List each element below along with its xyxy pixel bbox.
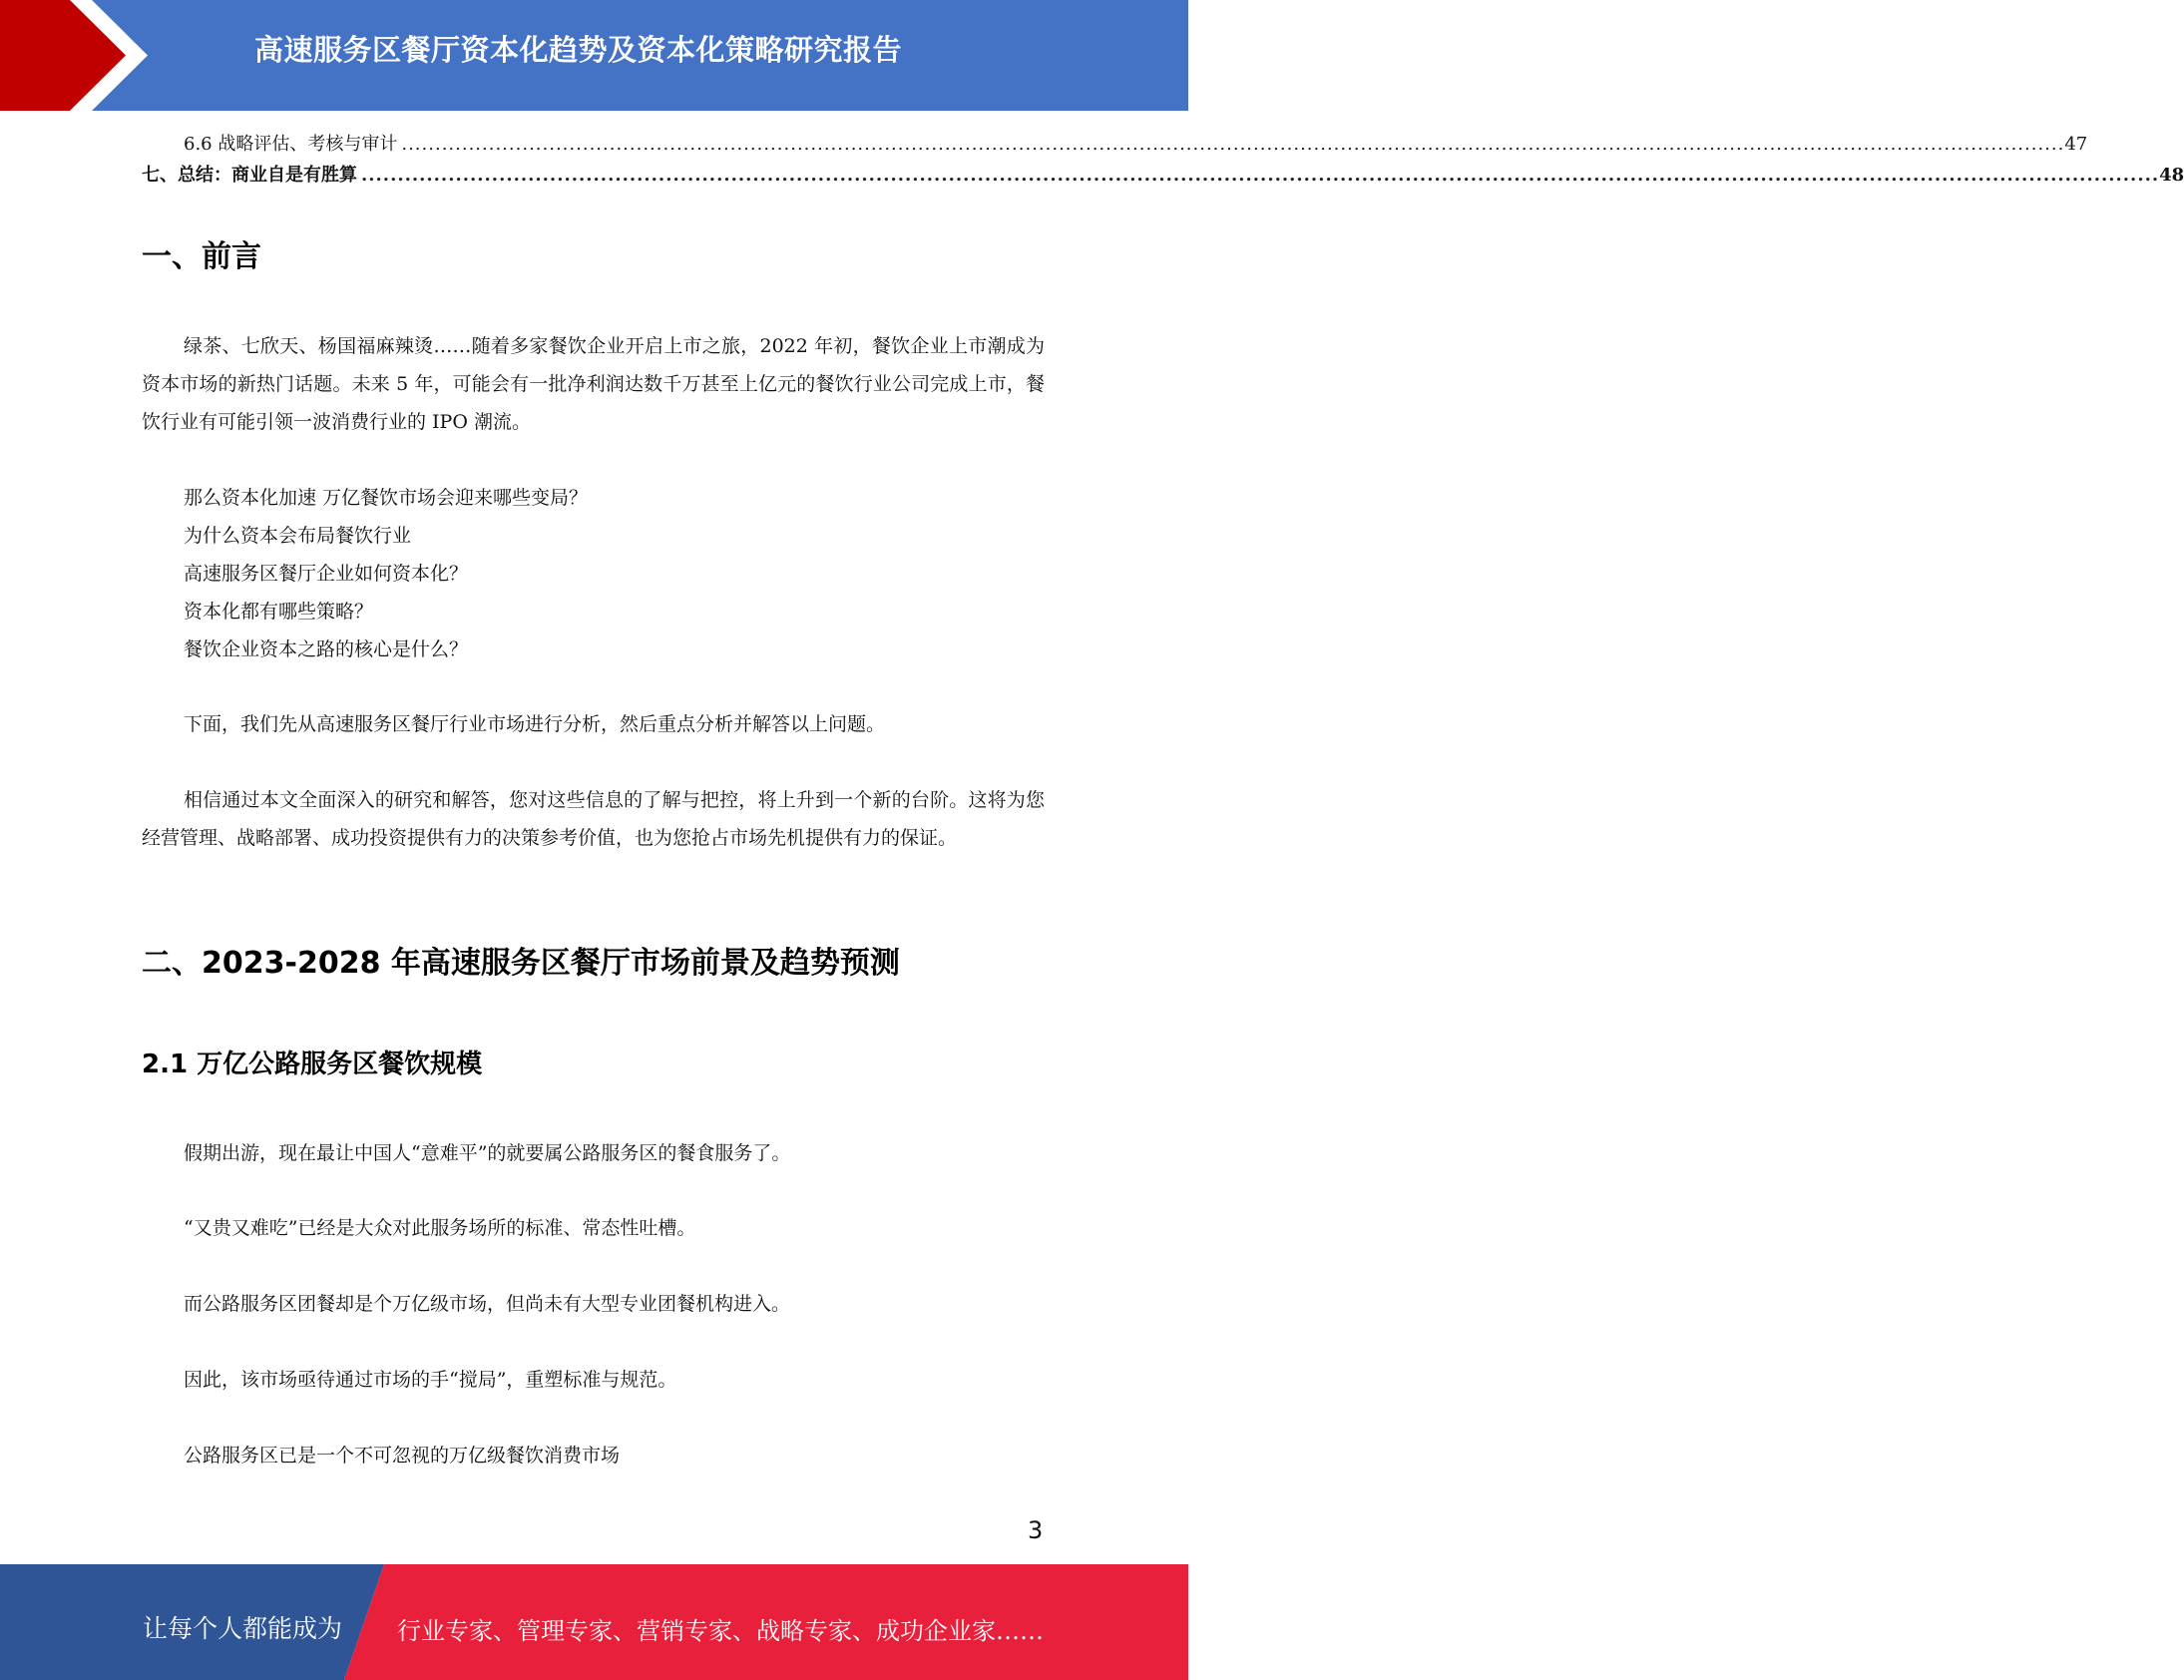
preface-paragraph: 绿茶、七欣天、杨国福麻辣烫……随着多家餐饮企业开启上市之旅，2022 年初，餐饮企业上市潮成为资本市场的新热门话题。未来 5 年，可能会有一批净利润达数千万甚至上亿元的餐饮行业公司完成上市，餐饮行业有可能引领一波消费行业的 IPO 潮流。 (142, 335, 1045, 433)
intro-paragraph: 下面，我们先从高速服务区餐厅行业市场进行分析，然后重点分析并解答以上问题。 (184, 713, 886, 735)
body-line: “又贵又难吃”已经是大众对此服务场所的标准、常态性吐槽。 (184, 1217, 696, 1239)
body-line: 而公路服务区团餐却是个万亿级市场，但尚未有大型专业团餐机构进入。 (184, 1293, 791, 1315)
section-heading-forecast: 二、2023-2028 年高速服务区餐厅市场前景及趋势预测 (142, 946, 900, 981)
page-number: 3 (1028, 1516, 1044, 1544)
toc-entry[interactable] (184, 130, 2088, 156)
page-footer (0, 1564, 1188, 1680)
toc-leader-dots: ........................................................................................................................................................................................................................................................ (361, 165, 2160, 186)
header-chevron-icon (0, 0, 160, 111)
question-item: 资本化都有哪些策略？ (184, 601, 374, 623)
section-heading-preface: 一、前言 (142, 239, 261, 274)
question-item: 高速服务区餐厅企业如何资本化？ (184, 563, 469, 585)
body-line: 因此，该市场亟待通过市场的手“搅局”，重塑标准与规范。 (184, 1369, 677, 1391)
toc-leader-dots: ........................................................................................................................................................................................................................................................ (401, 134, 2065, 155)
question-item: 餐饮企业资本之路的核心是什么？ (184, 638, 469, 660)
toc-entry-label: 七、总结：商业自是有胜算 (142, 165, 357, 186)
body-line: 假期出游，现在最让中国人“意难平”的就要属公路服务区的餐食服务了。 (184, 1142, 791, 1164)
report-title: 高速服务区餐厅资本化趋势及资本化策略研究报告 (254, 33, 903, 67)
conclusion-paragraph: 相信通过本文全面深入的研究和解答，您对这些信息的了解与把控，将上升到一个新的台阶。这将为您经营管理、战略部署、成功投资提供有力的决策参考价值，也为您抢占市场先机提供有力的保证。 (142, 789, 1045, 849)
footer-slogan-left: 让每个人都能成为 (143, 1614, 343, 1643)
question-item: 为什么资本会布局餐饮行业 (184, 525, 412, 547)
footer-slogan-right: 行业专家、管理专家、营销专家、战略专家、成功企业家…… (397, 1617, 1044, 1645)
toc-entry-label: 6.6 战略评估、考核与审计 (184, 134, 398, 155)
question-item: 那么资本化加速 万亿餐饮市场会迎来哪些变局？ (184, 487, 589, 509)
toc-entry[interactable] (142, 161, 2184, 187)
toc-entry-page: 48 (2159, 165, 2184, 186)
page-header (0, 0, 1188, 111)
toc-entry-page: 47 (2064, 134, 2088, 155)
subsection-heading: 2.1 万亿公路服务区餐饮规模 (142, 1050, 483, 1079)
body-line: 公路服务区已是一个不可忽视的万亿级餐饮消费市场 (184, 1445, 621, 1467)
